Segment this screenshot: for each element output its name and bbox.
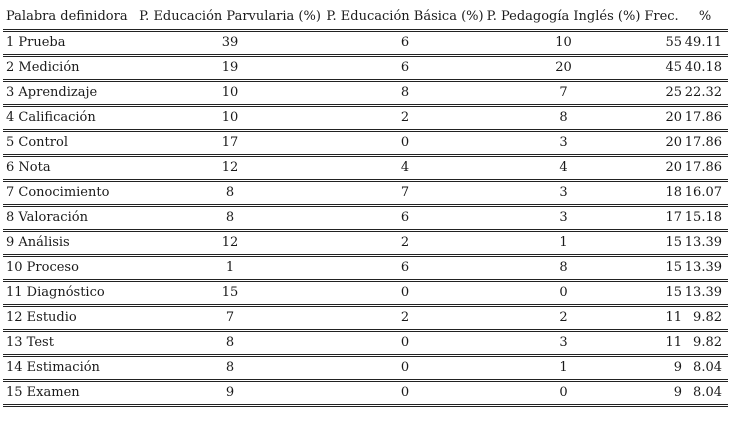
cell-pct: 13.39 xyxy=(682,281,728,306)
cell-ingles: 1 xyxy=(486,231,641,256)
table-row xyxy=(3,131,728,156)
cell-word: 4 Calificación xyxy=(3,106,136,131)
cell-frec: 15 xyxy=(641,281,682,306)
cell-ingles: 3 xyxy=(486,181,641,206)
table-row xyxy=(3,256,728,281)
cell-pct: 8.04 xyxy=(682,356,728,381)
cell-parvularia: 8 xyxy=(136,356,324,381)
cell-basica: 8 xyxy=(324,81,486,106)
table-row xyxy=(3,381,728,406)
cell-basica: 6 xyxy=(324,256,486,281)
cell-frec: 9 xyxy=(641,381,682,406)
word-frequency-table xyxy=(3,4,728,407)
cell-ingles: 0 xyxy=(486,381,641,406)
cell-word: 14 Estimación xyxy=(3,356,136,381)
header-pct: % xyxy=(682,4,728,31)
cell-pct: 9.82 xyxy=(682,306,728,331)
cell-basica: 0 xyxy=(324,281,486,306)
table-row xyxy=(3,306,728,331)
cell-basica: 0 xyxy=(324,381,486,406)
cell-ingles: 0 xyxy=(486,281,641,306)
table-row xyxy=(3,281,728,306)
cell-frec: 18 xyxy=(641,181,682,206)
table-row xyxy=(3,206,728,231)
cell-pct: 22.32 xyxy=(682,81,728,106)
cell-pct: 13.39 xyxy=(682,256,728,281)
cell-word: 6 Nota xyxy=(3,156,136,181)
cell-frec: 15 xyxy=(641,231,682,256)
cell-word: 12 Estudio xyxy=(3,306,136,331)
cell-frec: 25 xyxy=(641,81,682,106)
header-basica: P. Educación Básica (%) xyxy=(324,4,486,31)
table-row xyxy=(3,106,728,131)
cell-word: 1 Prueba xyxy=(3,31,136,56)
cell-word: 11 Diagnóstico xyxy=(3,281,136,306)
cell-frec: 20 xyxy=(641,156,682,181)
table-row xyxy=(3,356,728,381)
table-body xyxy=(3,31,728,406)
cell-pct: 40.18 xyxy=(682,56,728,81)
cell-ingles: 1 xyxy=(486,356,641,381)
table-row xyxy=(3,331,728,356)
cell-ingles: 3 xyxy=(486,131,641,156)
header-frec: Frec. xyxy=(641,4,682,31)
table-row xyxy=(3,56,728,81)
cell-word: 8 Valoración xyxy=(3,206,136,231)
cell-pct: 8.04 xyxy=(682,381,728,406)
cell-word: 10 Proceso xyxy=(3,256,136,281)
cell-word: 9 Análisis xyxy=(3,231,136,256)
table-row xyxy=(3,31,728,56)
cell-frec: 17 xyxy=(641,206,682,231)
cell-ingles: 2 xyxy=(486,306,641,331)
cell-parvularia: 8 xyxy=(136,181,324,206)
cell-frec: 55 xyxy=(641,31,682,56)
cell-parvularia: 9 xyxy=(136,381,324,406)
cell-pct: 17.86 xyxy=(682,106,728,131)
cell-ingles: 10 xyxy=(486,31,641,56)
cell-parvularia: 8 xyxy=(136,331,324,356)
cell-pct: 15.18 xyxy=(682,206,728,231)
cell-basica: 2 xyxy=(324,306,486,331)
cell-ingles: 8 xyxy=(486,106,641,131)
cell-basica: 6 xyxy=(324,206,486,231)
cell-parvularia: 10 xyxy=(136,106,324,131)
cell-pct: 13.39 xyxy=(682,231,728,256)
cell-parvularia: 8 xyxy=(136,206,324,231)
cell-ingles: 20 xyxy=(486,56,641,81)
cell-frec: 11 xyxy=(641,331,682,356)
cell-parvularia: 15 xyxy=(136,281,324,306)
cell-word: 3 Aprendizaje xyxy=(3,81,136,106)
cell-frec: 11 xyxy=(641,306,682,331)
header-row xyxy=(3,4,728,31)
cell-ingles: 4 xyxy=(486,156,641,181)
cell-ingles: 3 xyxy=(486,331,641,356)
cell-parvularia: 7 xyxy=(136,306,324,331)
table-row xyxy=(3,231,728,256)
cell-parvularia: 39 xyxy=(136,31,324,56)
cell-frec: 20 xyxy=(641,106,682,131)
table-row xyxy=(3,81,728,106)
cell-parvularia: 12 xyxy=(136,156,324,181)
cell-basica: 2 xyxy=(324,231,486,256)
cell-pct: 9.82 xyxy=(682,331,728,356)
table-row xyxy=(3,181,728,206)
table-header xyxy=(3,4,728,31)
cell-word: 15 Examen xyxy=(3,381,136,406)
cell-frec: 9 xyxy=(641,356,682,381)
cell-pct: 17.86 xyxy=(682,156,728,181)
cell-basica: 6 xyxy=(324,56,486,81)
cell-parvularia: 10 xyxy=(136,81,324,106)
cell-word: 7 Conocimiento xyxy=(3,181,136,206)
cell-frec: 20 xyxy=(641,131,682,156)
cell-basica: 7 xyxy=(324,181,486,206)
cell-word: 2 Medición xyxy=(3,56,136,81)
cell-frec: 45 xyxy=(641,56,682,81)
cell-basica: 2 xyxy=(324,106,486,131)
cell-basica: 0 xyxy=(324,131,486,156)
cell-word: 13 Test xyxy=(3,331,136,356)
cell-frec: 15 xyxy=(641,256,682,281)
cell-parvularia: 12 xyxy=(136,231,324,256)
header-ingles: P. Pedagogía Inglés (%) xyxy=(486,4,641,31)
header-parvularia: P. Educación Parvularia (%) xyxy=(136,4,324,31)
cell-parvularia: 1 xyxy=(136,256,324,281)
cell-basica: 6 xyxy=(324,31,486,56)
cell-parvularia: 19 xyxy=(136,56,324,81)
cell-ingles: 7 xyxy=(486,81,641,106)
cell-basica: 0 xyxy=(324,356,486,381)
cell-ingles: 8 xyxy=(486,256,641,281)
header-word: Palabra definidora xyxy=(3,4,136,31)
cell-word: 5 Control xyxy=(3,131,136,156)
table-row xyxy=(3,156,728,181)
cell-ingles: 3 xyxy=(486,206,641,231)
cell-basica: 0 xyxy=(324,331,486,356)
cell-pct: 17.86 xyxy=(682,131,728,156)
cell-basica: 4 xyxy=(324,156,486,181)
cell-parvularia: 17 xyxy=(136,131,324,156)
cell-pct: 16.07 xyxy=(682,181,728,206)
cell-pct: 49.11 xyxy=(682,31,728,56)
